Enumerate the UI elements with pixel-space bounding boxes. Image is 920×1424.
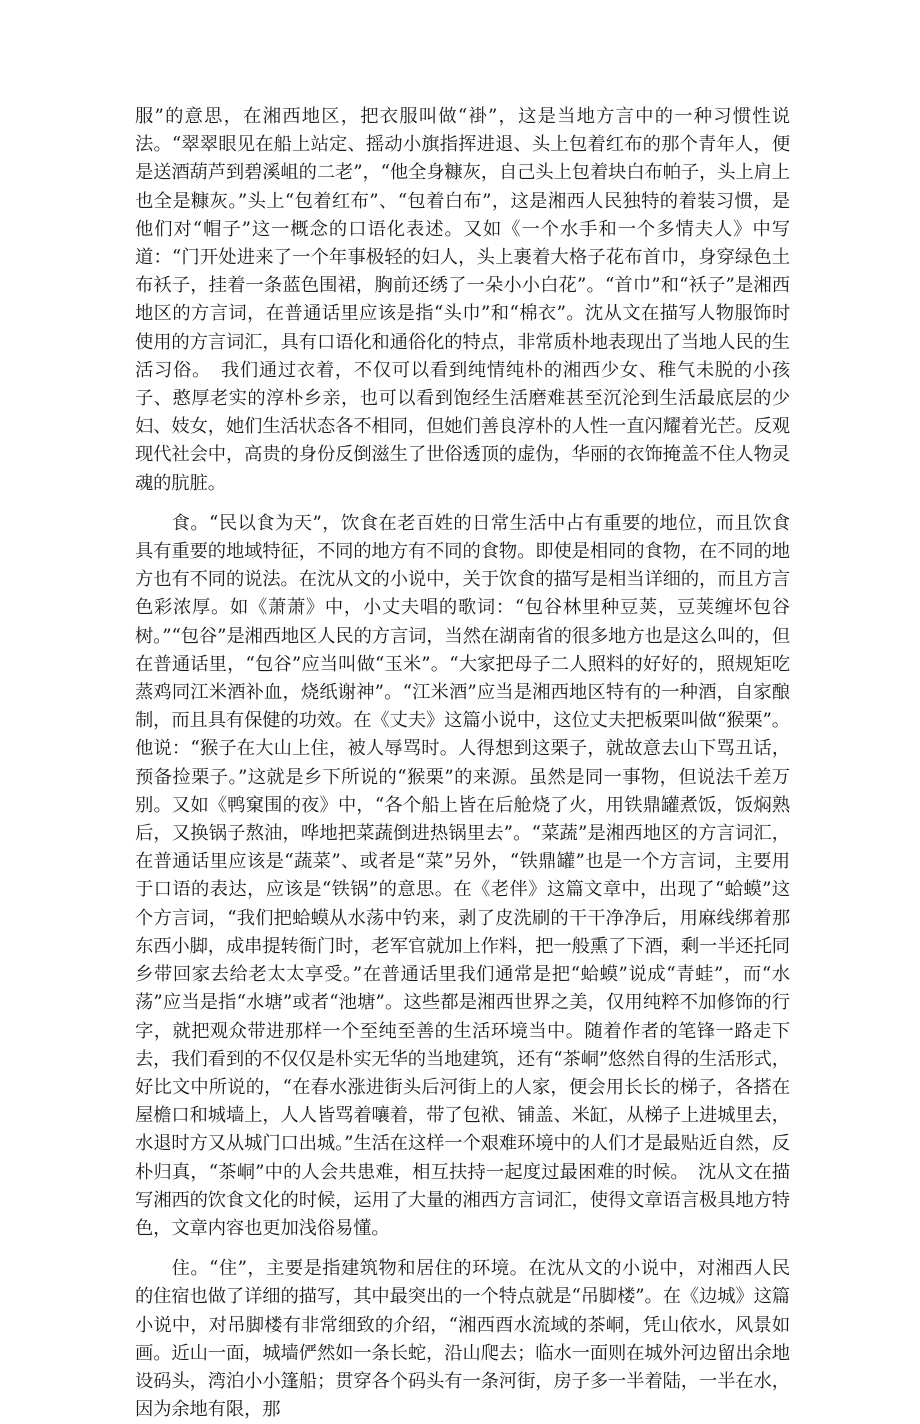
document-page <box>135 103 790 1424</box>
paragraph-food: 食。“民以食为天”，饮食在老百姓的日常生活中占有重要的地位，而且饮食具有重要的地域特征，不同的地方有不同的食物。即使是相同的食物，在不同的地方也有不同的说法。在沈从文的小说中，关于饮食的描写是相当详细的，而且方言色彩浓厚。如《萧萧》中，小丈夫唱的歌词：“包谷林里种豆荚，豆荚缠坏包谷树。”“包谷”是湘西地区人民的方言词，当然在湖南省的很多地方也是这么叫的，但在普通话里，“包谷”应当叫做“玉米”。“大家把母子二人照料的好好的，照规矩吃蒸鸡同江米酒补血，烧纸谢神”。“江米酒”应当是湘西地区特有的一种酒，自家酿制，而且具有保健的功效。在《丈夫》这篇小说中，这位丈夫把板栗叫做“猴栗”。他说：“猴子在大山上住，被人辱骂时。人得想到这栗子，就故意去山下骂丑话，预备捡栗子。”这就是乡下所说的“猴栗”的来源。虽然是同一事物，但说法千差万别。又如《鸭窠围的夜》中，“各个船上皆在后舱烧了火，用铁鼎罐煮饭，饭焖熟后，又换锅子熬油，哗地把菜蔬倒进热锅里去”。“菜蔬”是湘西地区的方言词汇，在普通话里应该是“蔬菜”、或者是“菜”另外，“铁鼎罐”也是一个方言词，主要用于口语的表达，应该是“铁锅”的意思。在《老伴》这篇文章中，出现了“蛤蟆”这个方言词，“我们把蛤蟆从水荡中钓来，剥了皮洗刷的干干净净后，用麻线绑着那东西小脚，成串提转衙门时，老军官就加上作料，把一般熏了下酒，剩一半还托同乡带回家去给老太太享受。”在普通话里我们通常是把“蛤蟆”说成“青蛙”，而“水荡”应当是指“水塘”或者“池塘”。这些都是湘西世界之美，仅用纯粹不加修饰的行字，就把观众带进那样一个至纯至善的生活环境当中。随着作者的笔锋一路走下去，我们看到的不仅仅是朴实无华的当地建筑，还有“茶峒”悠然自得的生活形式，好比文中所说的，“在春水涨进街头后河街上的人家，便会用长长的梯子，各搭在屋檐口和城墙上，人人皆骂着嚷着，带了包袱、铺盖、米缸，从梯子上进城里去，水退时方又从城门口出城。”生活在这样一个艰难环境中的人们才是最贴近自然，反朴归真，“茶峒”中的人会共患难，相互扶持一起度过最困难的时候。 沈从文在描写湘西的饮食文化的时候，运用了大量的湘西方言词汇，使得文章语言极具地方特色，文章内容也更加浅俗易懂。 <box>135 512 790 1239</box>
paragraph-housing: 住。“住”，主要是指建筑物和居住的环境。在沈从文的小说中，对湘西人民的住宿也做了详细的描写，其中最突出的一个特点就是“吊脚楼”。在《边城》这篇小说中，对吊脚楼有非常细致的介绍，“湘西酉水流域的茶峒，凭山依水，风景如画。近山一面，城墙俨然如一条长蛇，沿山爬去；临水一面则在城外河边留出余地设码头，湾泊小小篷船；贯穿各个码头有一条河街，房子多一半着陆，一半在水，因为余地有限，那 <box>135 1258 790 1421</box>
paragraph-clothing: 服”的意思，在湘西地区，把衣服叫做“褂”，这是当地方言中的一种习惯性说法。“翠翠眼见在船上站定、摇动小旗指挥进退、头上包着红布的那个青年人，便是送酒葫芦到碧溪岨的二老”，“他全身糠灰，自己头上包着块白布帕子，头上肩上也全是糠灰。”头上“包着红布”、“包着白布”，这是湘西人民独特的着装习惯，是他们对“帽子”这一概念的口语化表述。又如《一个水手和一个多情夫人》中写道：“门开处进来了一个年事极轻的妇人，头上裹着大格子花布首巾，身穿绿色土布袄子，挂着一条蓝色围裙，胸前还绣了一朵小小白花”。“首巾”和“袄子”是湘西地区的方言词，在普通话里应该是指“头巾”和“棉衣”。沈从文在描写人物服饰时使用的方言词汇，具有口语化和通俗化的特点，非常质朴地表现出了当地人民的生活习俗。 我们通过衣着，不仅可以看到纯情纯朴的湘西少女、稚气未脱的小孩子、憨厚老实的淳朴乡亲，也可以看到饱经生活磨难甚至沉沦到生活最底层的少妇、妓女，她们生活状态各不相同，但她们善良淳朴的人性一直闪耀着光芒。反观现代社会中，高贵的身份反倒滋生了世俗透顶的虚伪，华丽的衣饰掩盖不住人物灵魂的肮脏。 <box>135 106 790 494</box>
